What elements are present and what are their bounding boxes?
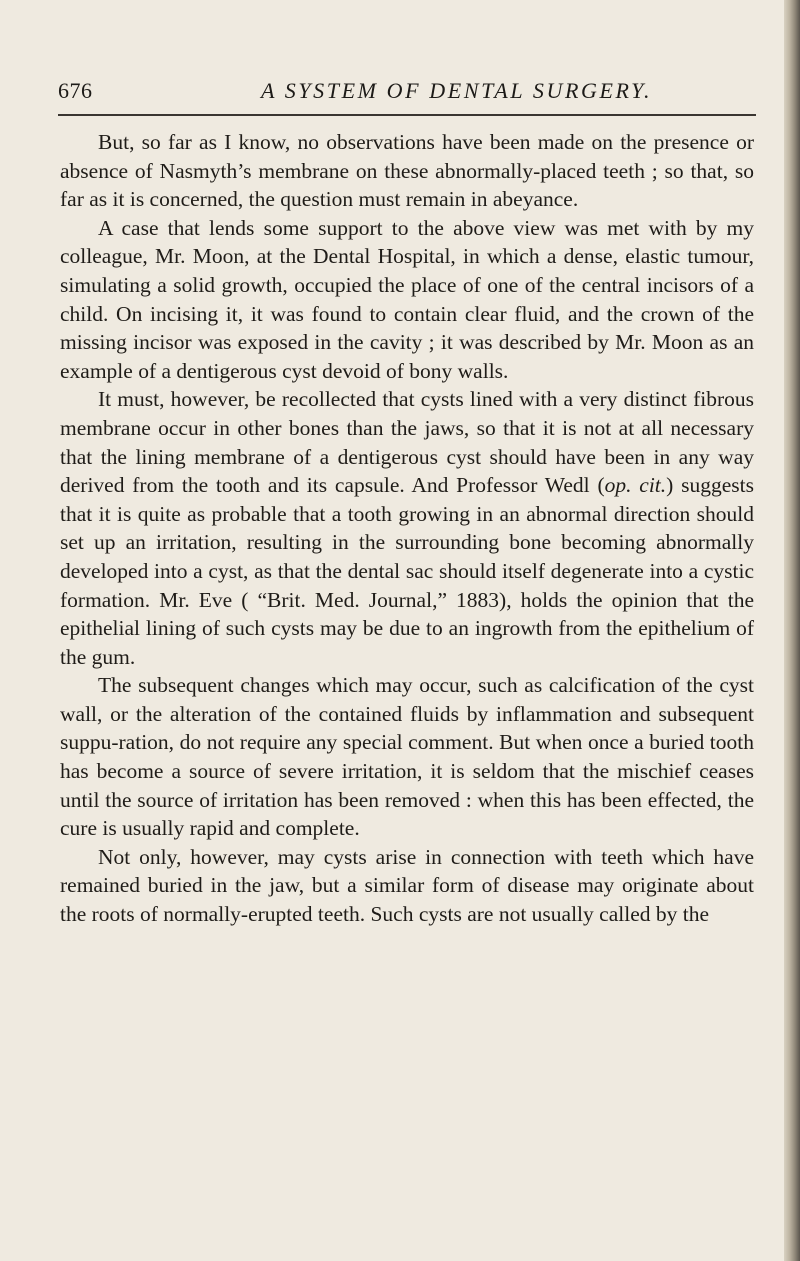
- page-number: 676: [58, 78, 93, 103]
- page-header: [58, 78, 758, 108]
- paragraph-text: It must, however, be recollected that cysts lined with a very distinct fibrous membrane occur in other bones than the jaws, so that it is not at all necessary that the lining membrane of a dentigerous cyst should have been in any way derived from the tooth and its capsule. And Professor Wedl (: [60, 387, 754, 498]
- paragraph: But, so far as I know, no observations have been made on the presence or absence of Nasmyth’s membrane on these abnormally-placed teeth ; so that, so far as it is concerned, the question must remain in abeyance.: [60, 130, 754, 212]
- page-binding-edge: [784, 0, 800, 1261]
- header-rule: [58, 114, 756, 116]
- running-title: A SYSTEM OF DENTAL SURGERY.: [261, 78, 653, 103]
- paragraph-text: ) suggests that it is quite as probable that a tooth growing in an abnormal direction should set up an irritation, resulting in the surrounding bone becoming abnormally developed into a cyst, as that the dental sac should itself degenerate into a cystic formation. Mr. Eve ( “Brit. Med. Journal,” 1883), holds the opinion that the epithelial lining of such cysts may be due to an ingrowth from the epithelium of the gum.: [60, 473, 754, 669]
- paragraph: The subsequent changes which may occur, such as calcification of the cyst wall, or the alteration of the contained fluids by inflammation and subsequent suppu-ration, do not require any special comment. But when once a buried tooth has become a source of severe irritation, it is seldom that the mischief ceases until the source of irritation has been removed : when this has been effected, the cure is usually rapid and complete.: [60, 673, 754, 841]
- paragraph: A case that lends some support to the above view was met with by my colleague, Mr. Moon, at the Dental Hospital, in which a dense, elastic tumour, simulating a solid growth, occupied the place of one of the central incisors of a child. On incising it, it was found to contain clear fluid, and the crown of the missing incisor was exposed in the cavity ; it was described by Mr. Moon as an example of a dentigerous cyst devoid of bony walls.: [60, 215, 754, 383]
- italic-citation: op. cit.: [604, 473, 667, 498]
- paragraph: [60, 385, 754, 671]
- paragraph: Not only, however, may cysts arise in connection with teeth which have remained buried in the jaw, but a similar form of disease may originate about the roots of normally-erupted teeth. Such cysts are not usually called by the: [60, 844, 754, 927]
- body-text: [60, 128, 754, 929]
